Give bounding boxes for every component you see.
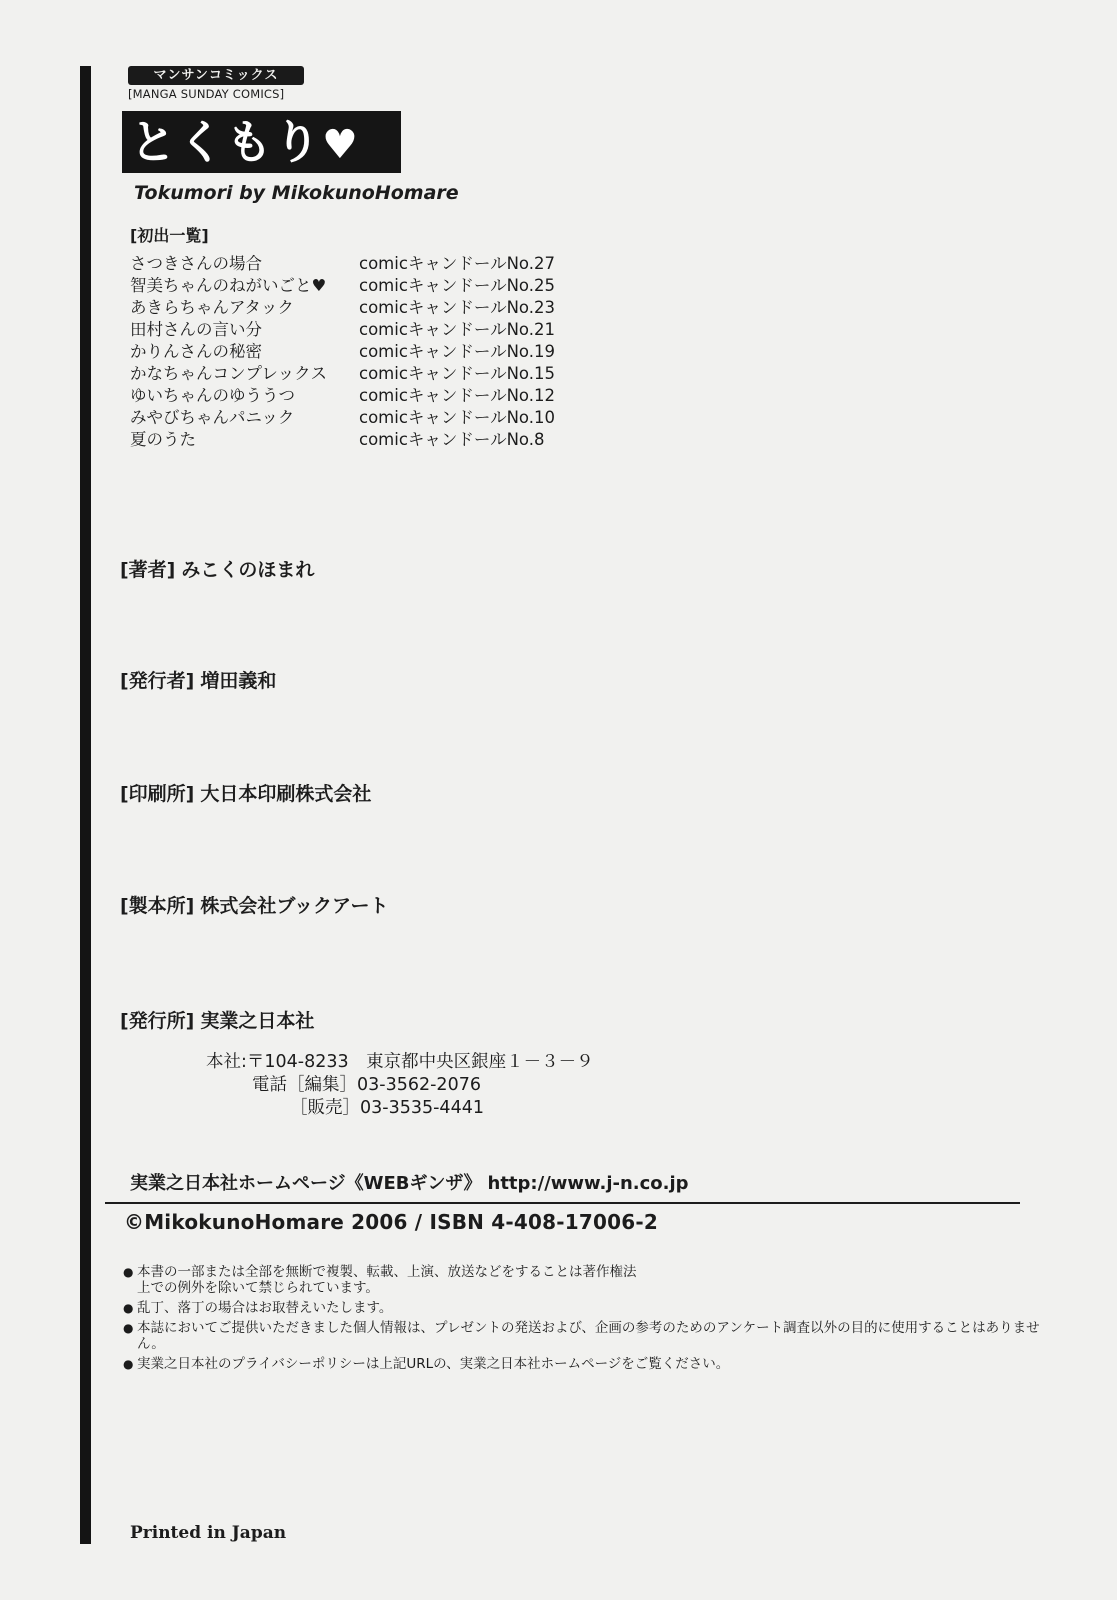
credit-label: [発行所] bbox=[120, 1010, 195, 1032]
story-title: あきらちゃんアタック bbox=[130, 298, 294, 317]
credit-label: [印刷所] bbox=[120, 783, 195, 805]
homepage-line bbox=[130, 1172, 689, 1196]
heart-icon: ♥ bbox=[322, 122, 360, 168]
story-title: ゆいちゃんのゆううつ bbox=[130, 386, 295, 405]
story-title: 夏のうた bbox=[130, 430, 196, 449]
imprint-logo-jp: マンサンコミックス bbox=[128, 66, 304, 85]
list-item bbox=[130, 297, 590, 319]
list-item bbox=[130, 341, 590, 363]
credit-author bbox=[120, 557, 314, 583]
story-source: comicキャンドールNo.15 bbox=[359, 364, 555, 383]
phone-editorial: 電話［編集］03-3562-2076 bbox=[252, 1075, 481, 1095]
story-source: comicキャンドールNo.8 bbox=[359, 430, 545, 449]
printed-in: Printed in Japan bbox=[130, 1523, 287, 1543]
homepage-label: 実業之日本社ホームページ《WEBギンザ》 bbox=[130, 1173, 482, 1194]
story-title: 田村さんの言い分 bbox=[130, 320, 262, 339]
homepage-url: http://www.j-n.co.jp bbox=[487, 1173, 689, 1194]
first-publication-list bbox=[130, 253, 590, 451]
credit-value: 大日本印刷株式会社 bbox=[200, 783, 372, 805]
credit-publisher bbox=[120, 668, 276, 694]
story-title: 智美ちゃんのねがいごと♥ bbox=[130, 276, 327, 295]
story-title: かなちゃんコンプレックス bbox=[130, 364, 328, 383]
imprint-label-en: [MANGA SUNDAY COMICS] bbox=[128, 87, 285, 101]
credit-label: [発行者] bbox=[120, 670, 195, 692]
list-item bbox=[130, 275, 590, 297]
legal-notes bbox=[123, 1264, 1043, 1376]
credit-label: [製本所] bbox=[120, 895, 195, 917]
story-source: comicキャンドールNo.27 bbox=[359, 254, 555, 273]
first-publication-heading: [初出一覧] bbox=[130, 226, 209, 245]
story-source: comicキャンドールNo.19 bbox=[359, 342, 555, 361]
copyright-isbn: ©MikokunoHomare 2006 / ISBN 4-408-17006-2 bbox=[124, 1210, 658, 1234]
address-line: 本社:〒104-8233 東京都中央区銀座１－３－９ bbox=[206, 1052, 594, 1072]
story-title: かりんさんの秘密 bbox=[130, 342, 262, 361]
credit-binder bbox=[120, 893, 388, 919]
list-item: ● 実業之日本社のプライバシーポリシーは上記URLの、実業之日本社ホームページをご覧ください。 bbox=[123, 1356, 1043, 1372]
list-item: ● 本書の一部または全部を無断で複製、転載、上演、放送などをすることは著作権法上での例外を除いて禁じられています。 bbox=[123, 1264, 647, 1296]
credit-label: [著者] bbox=[120, 559, 176, 581]
credit-publishing-house bbox=[120, 1008, 314, 1034]
story-source: comicキャンドールNo.10 bbox=[359, 408, 555, 427]
list-item bbox=[130, 407, 590, 429]
address-block bbox=[206, 1051, 594, 1120]
list-item bbox=[130, 429, 590, 451]
left-margin-bar bbox=[80, 66, 91, 1544]
credit-printer bbox=[120, 781, 371, 807]
story-source: comicキャンドールNo.23 bbox=[359, 298, 555, 317]
story-source: comicキャンドールNo.21 bbox=[359, 320, 555, 339]
credit-value: みこくのほまれ bbox=[181, 559, 315, 581]
title-logo bbox=[122, 111, 401, 173]
credit-value: 株式会社ブックアート bbox=[200, 895, 389, 917]
story-source: comicキャンドールNo.25 bbox=[359, 276, 555, 295]
story-title: みやびちゃんパニック bbox=[130, 408, 295, 427]
list-item: ● 本誌においてご提供いただきました個人情報は、プレゼントの発送および、企画の参考のためのアンケート調査以外の目的に使用することはありません。 bbox=[123, 1320, 1043, 1352]
list-item bbox=[130, 363, 590, 385]
story-title: さつきさんの場合 bbox=[130, 254, 262, 273]
list-item bbox=[130, 253, 590, 275]
credit-value: 実業之日本社 bbox=[200, 1010, 315, 1032]
subtitle: Tokumori by MikokunoHomare bbox=[134, 182, 459, 204]
title-text: とくもり bbox=[130, 115, 322, 169]
divider bbox=[105, 1202, 1020, 1204]
credit-value: 増田義和 bbox=[200, 670, 277, 692]
list-item bbox=[130, 385, 590, 407]
story-source: comicキャンドールNo.12 bbox=[359, 386, 555, 405]
list-item bbox=[130, 319, 590, 341]
phone-sales: ［販売］03-3535-4441 bbox=[290, 1098, 484, 1118]
list-item: ● 乱丁、落丁の場合はお取替えいたします。 bbox=[123, 1300, 1043, 1316]
